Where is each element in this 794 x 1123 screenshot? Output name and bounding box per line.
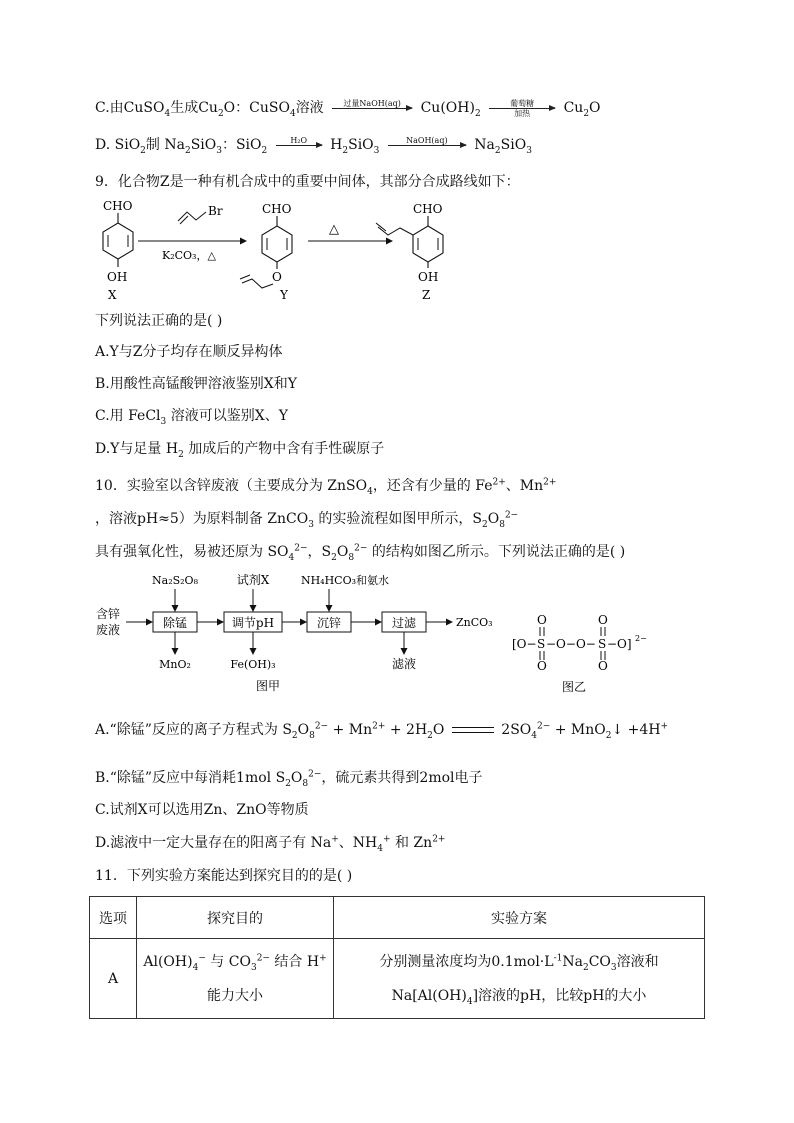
oxygen-top-left: O xyxy=(537,613,547,627)
oh-label: OH xyxy=(107,270,128,284)
header-plan: 实验方案 xyxy=(334,897,705,939)
q9-option-a: A.Y与Z分子均存在顺反异构体 xyxy=(95,344,283,360)
cell-purpose-a: $Al(OH)_4^-$ 与 $CO_3^{2-}$ 结合 H+ 能力大小 xyxy=(137,939,334,1019)
reaction-arrow-1 xyxy=(138,204,247,262)
structure-right: −O] xyxy=(607,637,632,651)
header-purpose: 探究目的 xyxy=(137,897,334,939)
figure-a-caption: 图甲 xyxy=(255,679,281,693)
product-znco3: ZnCO₃ xyxy=(456,616,493,629)
reaction-arrow: NaOH(aq) xyxy=(388,136,466,155)
q9-option-c: C.用 FeCl$_3$ 溶液可以鉴别X、Y xyxy=(95,408,288,427)
q9-reaction-scheme xyxy=(90,195,470,305)
reagent-nh4hco3: NH₄HCO₃和氨水 xyxy=(300,574,390,587)
q10-stem-line1: 10．实验室以含锌废液（主要成分为 ZnSO$_4$，还含有少量的 $Fe^{2+}$、$Mn^{2+}$ xyxy=(95,477,557,497)
feed-label-1: 含锌 xyxy=(96,607,121,621)
reagent-k2co3: K₂CO₃，△ xyxy=(162,249,216,262)
compound-y-structure xyxy=(240,202,292,302)
equals-double-line xyxy=(452,727,494,733)
output-feoh3: Fe(OH)₃ xyxy=(230,658,276,671)
oxygen-top-right: O xyxy=(598,613,608,627)
q8-option-d: D. SiO$_2$制 $Na_2SiO_3$：SiO$_2$ H₂O $H_2SiO_3$ NaOH(aq) $Na_2SiO_3$ xyxy=(95,135,532,156)
figure-b-caption: 图乙 xyxy=(561,680,587,694)
q10-option-b: B.“除锰”反应中每消耗1mol $S_2O_8^{2-}$，硫元素共得到2mol电子 xyxy=(95,769,483,789)
compound-z-structure xyxy=(376,202,443,302)
q10-stem-line3: 具有强氧化性，易被还原为 $SO_4^{2-}$，$S_2O_8^{2-}$ 的结构如图乙所示。下列说法正确的是( ) xyxy=(95,543,626,563)
cho-label: CHO xyxy=(262,202,292,216)
feed-label-2: 废液 xyxy=(96,623,121,637)
heat-delta: △ xyxy=(329,222,339,237)
reaction-arrow: H₂O xyxy=(276,136,322,155)
output-mno2: MnO₂ xyxy=(159,658,191,671)
q9-option-d: D.Y与足量 $H_2$ 加成后的产物中含有手性碳原子 xyxy=(95,441,385,460)
reagent-na2s2o8: Na₂S₂O₈ xyxy=(152,574,198,587)
step-remove-mn: 除锰 xyxy=(162,616,188,630)
compound-x-label: X xyxy=(108,288,117,302)
reaction-arrow: 过量NaOH(aq) xyxy=(332,99,412,118)
structure-charge: 2− xyxy=(635,634,647,643)
q10-structure-diagram xyxy=(508,612,688,702)
cell-option-a: A xyxy=(90,939,137,1019)
sulfur-left: S xyxy=(537,637,546,651)
oh-label: OH xyxy=(418,270,439,284)
oxygen-bottom-right: O xyxy=(598,659,608,673)
q9-option-b: B.用酸性高锰酸钾溶液鉴别X和Y xyxy=(95,376,297,392)
br-label: Br xyxy=(208,204,223,218)
compound-x-structure xyxy=(103,199,133,302)
q9-stem: 9．化合物Z是一种有机合成中的重要中间体，其部分合成路线如下： xyxy=(95,174,520,190)
step-precipitate-zn: 沉锌 xyxy=(316,616,342,630)
cho-label: CHO xyxy=(103,199,133,213)
q11-stem: 11．下列实验方案能达到探究目的的是( ) xyxy=(95,868,353,884)
q10-flow-chart xyxy=(90,570,510,700)
reaction-arrow: 葡萄糖 加热 xyxy=(489,99,555,118)
structure-left: [O− xyxy=(512,637,537,651)
q10-option-c: C.试剂X可以选用Zn、ZnO等物质 xyxy=(95,802,309,818)
peroxide-chain: −O−O− xyxy=(546,637,596,651)
q10-option-a: A.“除锰”反应的离子方程式为 $S_2O_8^{2-} + Mn^{2+} + 2H_2O$ $2SO_4^{2-}$ + MnO$_2$↓ +4H+ xyxy=(95,721,669,741)
cell-plan-a: 分别测量浓度均为$0.1mol\cdot L^{-1}Na_2CO_3$溶液和 $Na[Al(OH)_4]$溶液的pH，比较pH的大小 xyxy=(334,939,705,1019)
q8-option-c: C.由CuSO$_4$生成$Cu_2O$：CuSO$_4$溶液 过量NaOH(aq) $Cu(OH)_2$ 葡萄糖 加热 $Cu_2O$ xyxy=(95,98,601,119)
q11-table xyxy=(89,896,705,1019)
compound-y-label: Y xyxy=(280,288,288,302)
cho-label: CHO xyxy=(413,202,443,216)
oxygen-bottom-left: O xyxy=(537,659,547,673)
reagent-x: 试剂X xyxy=(236,573,270,587)
step-adjust-ph: 调节pH xyxy=(231,616,275,630)
step-filter: 过滤 xyxy=(391,616,417,630)
compound-z-label: Z xyxy=(422,288,431,302)
header-option: 选项 xyxy=(90,897,137,939)
q10-option-d: D.滤液中一定大量存在的阳离子有 Na+、$NH_4^+$ 和 $Zn^{2+}$ xyxy=(95,834,446,854)
sulfur-right: S xyxy=(598,637,607,651)
q10-stem-line2: ，溶液pH≈5）为原料制备 ZnCO$_3$ 的实验流程如图甲所示，$S_2O_8^{2-}$ xyxy=(95,510,519,530)
reaction-arrow-2 xyxy=(308,222,393,245)
table-row xyxy=(90,939,705,1019)
q9-question: 下列说法正确的是( ) xyxy=(95,313,223,329)
table-header-row xyxy=(90,897,705,939)
o-label: O xyxy=(272,270,282,284)
output-filtrate: 滤液 xyxy=(391,657,417,671)
